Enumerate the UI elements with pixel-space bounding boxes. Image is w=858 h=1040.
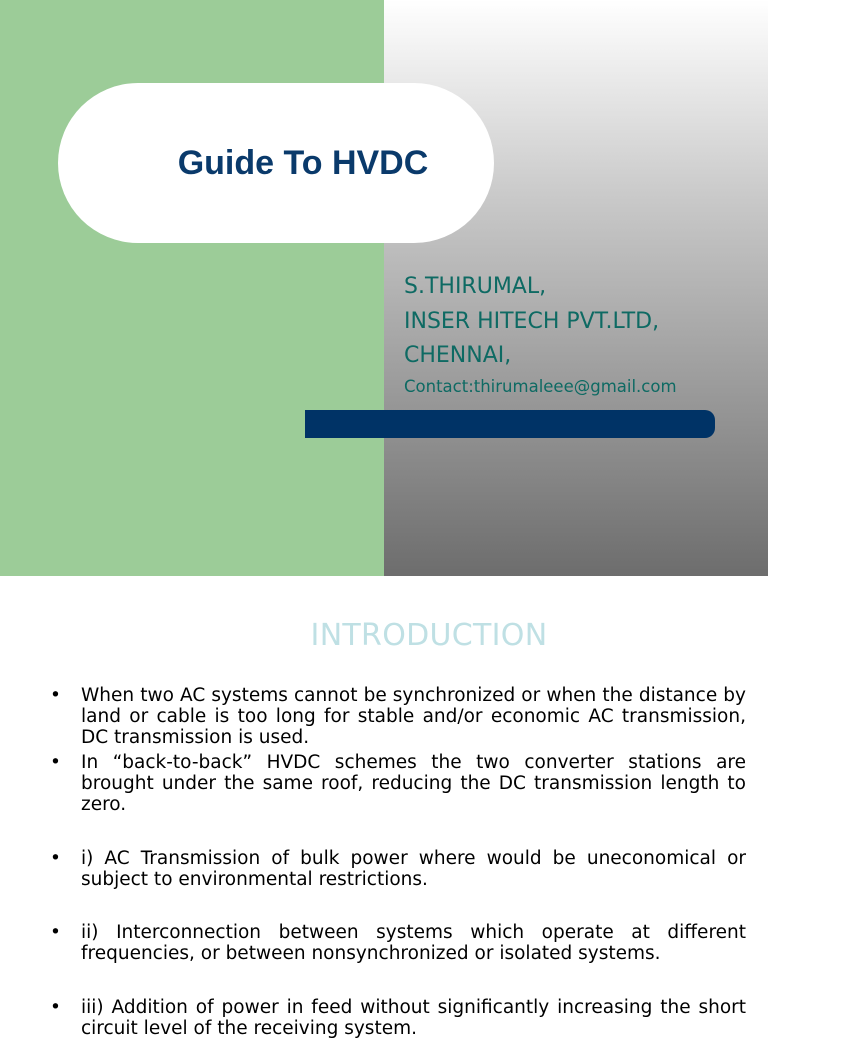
author-city: CHENNAI, (404, 343, 512, 368)
author-company: INSER HITECH PVT.LTD, (404, 308, 660, 334)
bullet-icon: • (50, 752, 61, 774)
bullet-icon: • (50, 996, 61, 1018)
bullet-icon: • (50, 685, 61, 706)
bullet-text: iii) Addition of power in feed without significantly increasing the short circuit level of the receiving system. (81, 996, 746, 1039)
introduction-slide (0, 576, 768, 1039)
list-item (50, 923, 746, 965)
list-item (50, 753, 746, 815)
accent-bar (305, 410, 715, 438)
bullet-text: When two AC systems cannot be synchronized or when the distance by land or cable is too long for stable and/or economic AC transmission, DC transmission is used. (81, 685, 746, 748)
bullet-text: ii) Interconnection between systems which operate at different frequencies, or between nonsynchronized or isolated systems. (81, 922, 746, 965)
author-name: S.THIRUMAL, (404, 274, 547, 299)
bullet-text: In “back-to-back” HVDC schemes the two converter stations are brought under the same roof, reducing the DC transmission length to zero. (81, 752, 746, 815)
title-slide (0, 0, 768, 576)
bullet-list (50, 686, 746, 1040)
section-heading: INTRODUCTION (310, 618, 548, 653)
author-block (404, 270, 754, 400)
title-pill (58, 83, 494, 243)
list-item (50, 849, 746, 891)
list-item (50, 686, 746, 748)
bullet-icon: • (50, 922, 61, 944)
list-item (50, 998, 746, 1040)
bullet-text: i) AC Transmission of bulk power where would be uneconomical or subject to environmental restrictions. (81, 847, 746, 890)
author-contact: Contact:thirumaleee@gmail.com (404, 376, 677, 396)
bullet-icon: • (50, 847, 61, 869)
slide-title: Guide To HVDC (177, 143, 429, 182)
